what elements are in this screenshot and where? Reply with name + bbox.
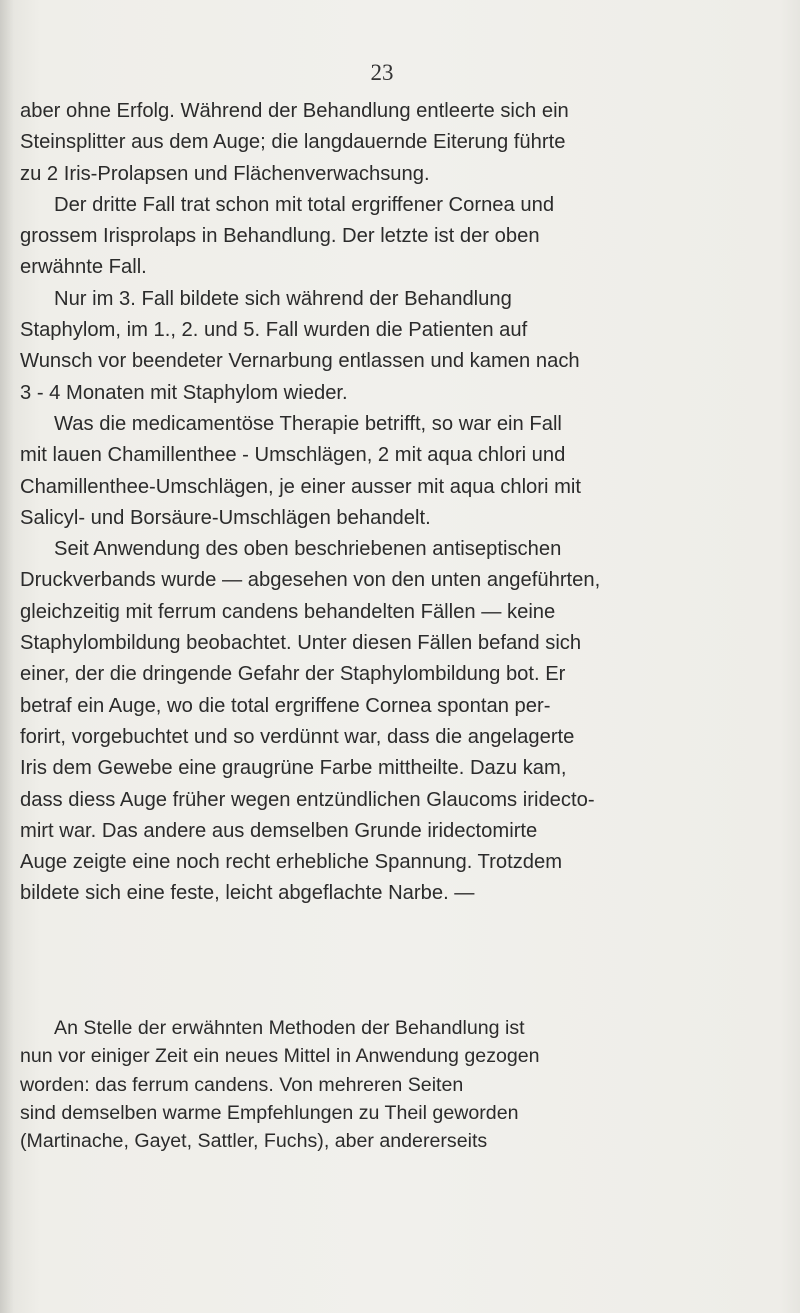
small-paragraph: An Stelle der erwähnten Methoden der Behandlung ist nun vor einiger Zeit ein neues Mittel in Anwendung gezogen worden: das ferrum candens. Von mehreren Seiten sind demselben warme Empfehlungen zu Theil geworden (Martinache, Gayet, Sattler, Fuchs), aber andererseits [20, 1017, 540, 1153]
page-number: 23 [370, 60, 394, 85]
page-gutter-shadow [0, 0, 14, 1313]
main-text-block [20, 96, 710, 910]
paragraph-4: Was die medicamentöse Therapie betrifft, so war ein Fall mit lauen Chamillenthee - Umschlägen, 2 mit aqua chlori und Chamillenthee-Umschlägen, je einer ausser mit aqua chlori mit Salicyl- und Borsäure-Umschlägen behandelt. [20, 412, 582, 529]
paragraph-5: Seit Anwendung des oben beschriebenen antiseptischen Druckverbands wurde — abgesehen von den unten angeführten, gleichzeitig mit ferrum candens behandelten Fällen — keine Staphylombildung beobachtet. Unter diesen Fällen befand sich einer, der die dringende Gefahr der Staphylombildung bot. Er betraf ein Auge, wo die total ergriffene Cornea spontan per- forirt, vorgebuchtet und so verdünnt war, dass die angelagerte Iris dem Gewebe eine graugrüne Farbe mittheilte. Dazu kam, dass diess Auge früher wegen entzündlichen Glaucoms iridecto- mirt war. Das andere aus demselben Grunde iridectomirte Auge zeigte eine noch recht erhebliche Spannung. Trotzdem bildete sich eine feste, leicht abgeflachte Narbe. — [20, 538, 601, 905]
paragraph-3: Nur im 3. Fall bildete sich während der Behandlung Staphylom, im 1., 2. und 5. Fall wurden die Patienten auf Wunsch vor beendeter Vernarbung entlassen und kamen nach 3 - 4 Monaten mit Staphylom wieder. [20, 287, 580, 404]
paragraph-1: aber ohne Erfolg. Während der Behandlung entleerte sich ein Steinsplitter aus dem Auge; die langdauernde Eiterung führte zu 2 Iris-Prolapsen und Flächenverwachsung. [20, 100, 569, 185]
paragraph-2: Der dritte Fall trat schon mit total ergriffener Cornea und grossem Irisprolaps in Behandlung. Der letzte ist der oben erwähnte Fall. [20, 193, 555, 279]
small-print-block [20, 1014, 710, 1155]
